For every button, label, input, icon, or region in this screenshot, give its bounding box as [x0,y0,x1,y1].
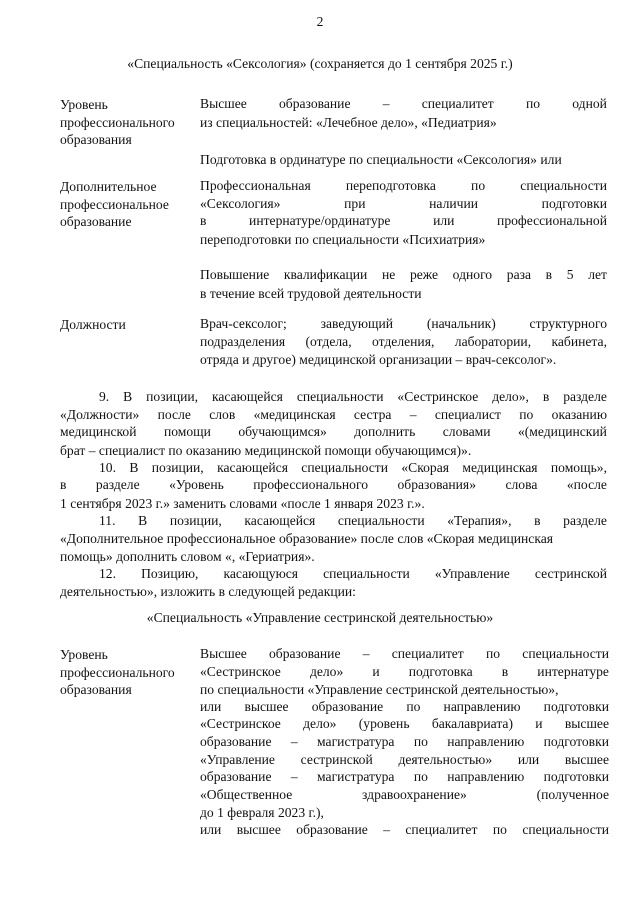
row-text-line [200,178,607,194]
word: по [413,769,428,784]
row-label: Дополнительное [60,179,157,194]
word: оказанию [551,407,607,422]
word: или [433,213,455,228]
word: 12. [99,566,116,581]
paragraph-line [60,477,607,493]
word: разделе [563,389,607,404]
word: В [123,389,133,404]
row-label: Уровень [60,97,108,112]
word: и [372,664,380,679]
paragraph-line [60,407,607,423]
word: дело» [303,716,337,731]
word: касающейся [217,460,288,475]
word: образование [279,96,351,111]
word: 9. [99,389,110,404]
word: по [471,178,486,193]
word: 11. [99,513,116,528]
word: «Управление [200,752,275,767]
row-label: образования [60,132,132,147]
word: кабинета, [551,334,607,349]
word: разделе [563,513,607,528]
paragraph-line: деятельностью», изложить в следующей редакции: [60,584,356,599]
word: специальности [323,566,410,581]
word: – [383,822,390,837]
row-text-line [200,646,609,662]
word: в [200,213,207,228]
paragraph-line [60,424,607,440]
word: по [525,96,541,111]
word: интернатуре/ординатуре [249,213,391,228]
word: дело», [492,389,529,404]
word: сестринской [300,752,373,767]
word: помощи [163,424,211,439]
word: одного [452,267,493,282]
word: по [406,699,421,714]
word: или [517,752,540,767]
word: здравоохранение» [362,787,467,802]
word: (отдела, [305,334,352,349]
row-label: Должности [60,317,126,332]
word: – [290,734,298,749]
word: или [200,699,222,714]
word: 10. [99,460,116,475]
word: в [545,267,553,282]
word: лаборатории, [454,334,532,349]
row-label: профессиональное [60,197,169,212]
word: или [200,822,222,837]
word: подготовки [543,699,609,714]
row-text-line [200,664,609,680]
paragraph-line: 1 сентября 2023 г.» заменить словами «после 1 января 2023 г.». [60,496,425,511]
word: по [519,407,534,422]
row-text-line [200,213,607,229]
word: высшее [564,716,609,731]
word: В [129,460,139,475]
word: профессионального [253,477,368,492]
word: «Сексология» [200,196,281,211]
word: «Терапия», [447,513,512,528]
row-label: профессионального [60,665,175,680]
row-text-line [200,716,609,732]
word: образование [269,646,341,661]
word: касающуюся [223,566,299,581]
row-text-line [200,752,609,768]
word: после [157,407,191,422]
row-text-line [200,96,607,112]
word: реже [409,267,439,282]
row-text-line: отряда и другое) медицинской организации – врач-сексолог». [200,352,557,367]
row-text-line [200,267,607,283]
row-text-line: из специальностей: «Лечебное дело», «Педиатрия» [200,115,497,130]
word: высшее [564,752,609,767]
word: «Уровень [169,477,224,492]
word: высшее [236,822,281,837]
paragraph-line: помощь» дополнить словом «, «Гериатрия». [60,549,315,564]
word: дело» [309,664,344,679]
word: – [362,646,370,661]
word: словами [442,424,491,439]
word: образование [296,822,368,837]
paragraph-line [99,513,607,529]
word: позиции, [151,460,204,475]
word: лет [588,267,607,282]
word: направлению [447,769,525,784]
word: дополнить [354,424,416,439]
word: разделе [95,477,140,492]
row-text-line [200,196,607,212]
word: специальности [522,822,609,837]
word: одной [572,96,607,111]
word: специальности [520,178,607,193]
word: слов [209,407,236,422]
row-label: профессионального [60,115,175,130]
section-title-nursing-management: «Специальность «Управление сестринской деятельностью» [146,610,494,625]
word: «(медицинский [517,424,607,439]
word: по [492,822,507,837]
word: специальности [296,389,384,404]
word: образования» [397,477,476,492]
word: специалитет [391,646,464,661]
word: образование [311,699,384,714]
word: медицинской [60,424,137,439]
word: «Должности» [60,407,140,422]
word: раза [506,267,531,282]
word: специалитет [405,822,478,837]
word: Высшее [200,646,247,661]
word: подготовка [408,664,473,679]
word: отделения, [372,334,435,349]
word: «Сестринское [397,389,479,404]
word: медицинская [462,460,538,475]
word: магистратура [317,769,395,784]
row-text-line: по специальности «Управление сестринской деятельностью», [200,682,559,697]
word: переподготовка [345,178,436,193]
section-title-sexology: «Специальность «Сексология» (сохраняется до 1 сентября 2025 г.) [127,56,513,71]
page-number: 2 [316,14,324,29]
word: заведующий [320,316,394,331]
word: касающейся [244,513,316,528]
word: деятельностью» [398,752,493,767]
word: высшее [244,699,289,714]
word: специальности [522,646,609,661]
row-text-line: Подготовка в ординатуре по специальности «Сексология» или [200,152,562,167]
word: сестринской [534,566,607,581]
word: образование [200,734,272,749]
word: Позицию, [141,566,199,581]
row-label: образование [60,214,132,229]
word: обучающимся» [238,424,327,439]
word: интернатуре [537,664,609,679]
word: Повышение [200,267,270,282]
word: «Общественное [200,787,293,802]
word: подготовки [543,734,609,749]
word: «Сестринское [200,664,281,679]
word: бакалавриата) [431,716,513,731]
paragraph-line: брат – специалист по оказанию медицинской помощи обучающимся)». [60,443,472,458]
word: направлению [447,734,525,749]
word: слова [505,477,538,492]
word: позиции, [169,513,222,528]
word: «Управление [434,566,510,581]
word: профессиональной [497,213,607,228]
word: структурного [529,316,607,331]
row-text-line [200,316,607,332]
row-text-line [200,734,609,750]
word: (полученное [536,787,609,802]
word: – [409,407,417,422]
word: в [501,664,509,679]
paragraph-line [99,389,607,405]
paragraph-line: «Дополнительное профессиональное образование» после слов «Скорая медицинская [60,531,554,546]
word: специальности [337,513,425,528]
word: и [535,716,543,731]
row-label: образования [60,682,132,697]
word: «после [566,477,607,492]
word: подготовки [541,196,607,211]
row-text-line: до 1 февраля 2023 г.), [200,805,324,820]
word: в [534,513,541,528]
row-text-line: в течение всей трудовой деятельности [200,286,422,301]
word: не [381,267,396,282]
word: Врач-сексолог; [200,316,287,331]
paragraph-line [99,460,607,476]
word: В [138,513,148,528]
row-text-line: переподготовки по специальности «Психиатрия» [200,232,486,247]
word: «Скорая [401,460,449,475]
word: квалификации [283,267,368,282]
word: наличии [429,196,479,211]
row-text-line [200,822,609,838]
word: (начальник) [426,316,496,331]
word: по [485,646,501,661]
word: направлению [443,699,521,714]
row-text-line [200,334,607,350]
row-text-line [200,769,609,785]
word: (уровень [358,716,410,731]
word: магистратура [317,734,395,749]
row-text-line [200,787,609,803]
word: «Сестринское [200,716,281,731]
word: в [542,389,550,404]
word: Высшее [200,96,247,111]
word: образование [200,769,272,784]
row-text-line [200,699,609,715]
word: – [290,769,298,784]
word: сестра [353,407,392,422]
paragraph-line [99,566,607,582]
word: подразделения [200,334,286,349]
word: помощь», [550,460,607,475]
word: по [413,734,428,749]
word: специалист [434,407,501,422]
word: специальности [301,460,388,475]
word: позиции, [146,389,199,404]
word: «медицинская [253,407,336,422]
word: – [382,96,390,111]
word: 5 [566,267,574,282]
word: Профессиональная [200,178,311,193]
word: касающейся [212,389,283,404]
word: в [60,477,67,492]
word: специалитет [421,96,494,111]
row-label: Уровень [60,647,108,662]
word: подготовки [543,769,609,784]
word: при [344,196,366,211]
